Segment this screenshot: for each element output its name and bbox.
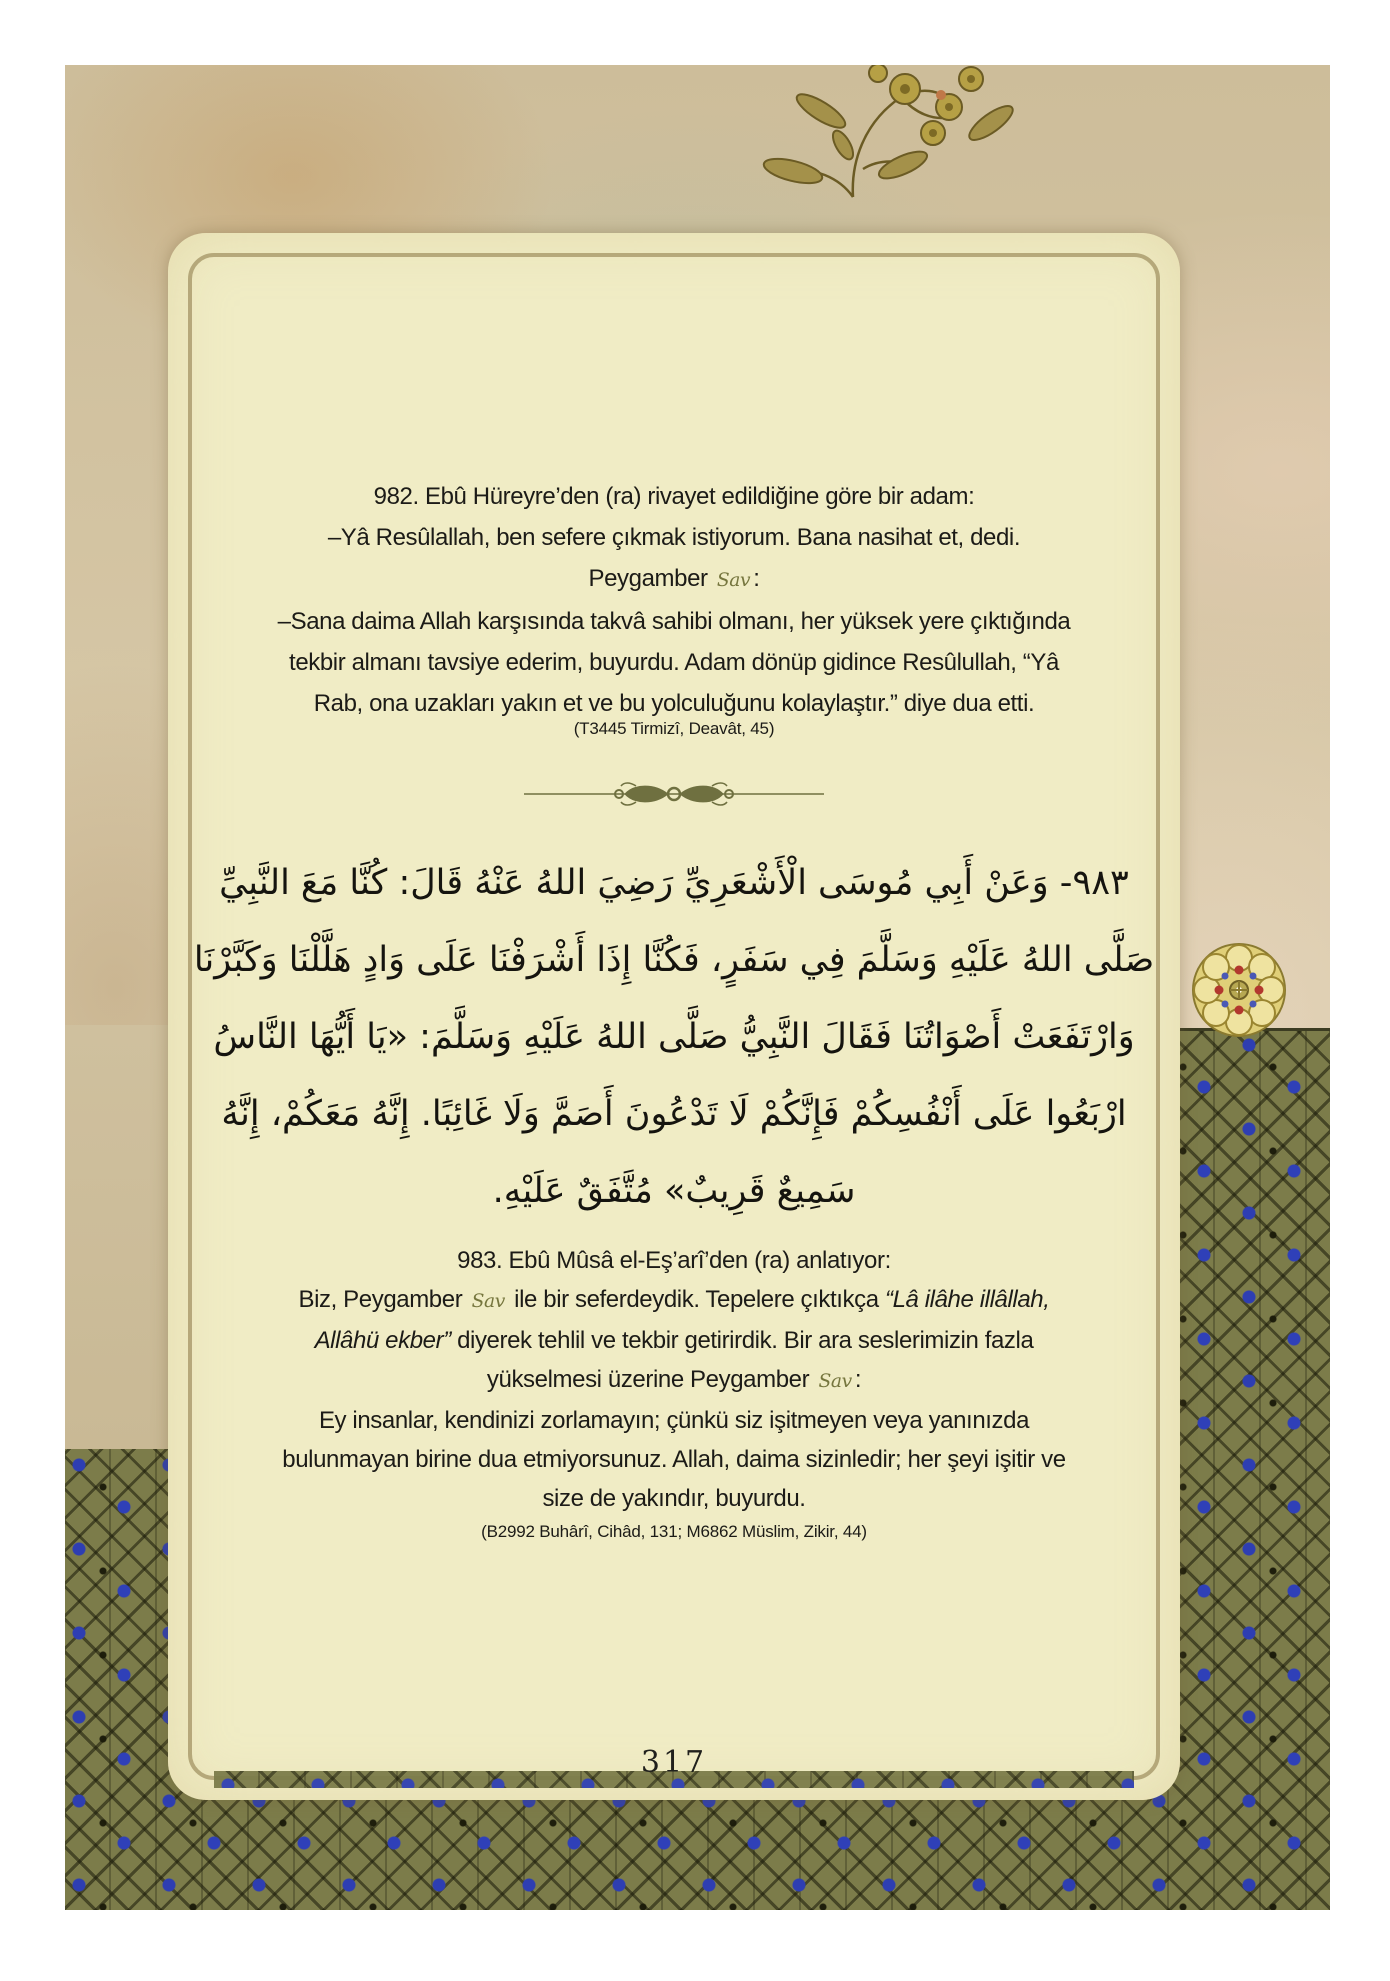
floral-spray-icon: [693, 65, 1033, 199]
parchment-background: [65, 65, 1330, 1910]
arabic-line: ٩٨٣- وَعَنْ أَبِي مُوسَى الْأَشْعَرِيِّ رَضِيَ اللهُ عَنْهُ قَالَ: كُنَّا مَعَ النَّبِيِّ: [219, 863, 1129, 903]
hadith-983-arabic: [184, 845, 1164, 1230]
hadith-982-line: –Yâ Resûlallah, ben sefere çıkmak istiyorum. Bana nasihat et, dedi.: [327, 524, 1021, 551]
sav-symbol-icon: Sav: [471, 1291, 505, 1312]
text-segment: yükselmesi üzerine Peygamber: [486, 1366, 816, 1393]
italic-segment: “Lâ ilâhe illâllah,: [884, 1286, 1050, 1313]
arabic-line: وَارْتَفَعَتْ أَصْوَاتُنَا فَقَالَ النَّبِيُّ صَلَّى اللهُ عَلَيْهِ وَسَلَّمَ: «يَا أَيُّهَا النَّاسُ: [213, 1017, 1135, 1057]
page-number: 317: [640, 1745, 708, 1780]
text-segment: :: [854, 1366, 862, 1393]
citation-982: (T3445 Tirmizî, Deavât, 45): [573, 719, 775, 738]
text-segment: Peygamber: [588, 565, 714, 592]
hadith-982-turkish: [182, 476, 1166, 724]
hadith-983-line: bulunmayan birine dua etmiyorsunuz. Allah, daima sizinledir; her şeyi işitir ve: [282, 1446, 1066, 1473]
text-segment: diyerek tehlil ve tekbir getirirdik. Bir ara seslerimizin fazla: [450, 1327, 1034, 1354]
hadith-983-line: [182, 1360, 1166, 1401]
hadith-982-line: –Sana daima Allah karşısında takvâ sahibi olmanı, her yüksek yere çıktığında: [277, 608, 1071, 635]
hadith-983-line: size de yakındır, buyurdu.: [542, 1485, 806, 1512]
citation-983: (B2992 Buhârî, Cihâd, 131; M6862 Müslim, Zikir, 44): [481, 1522, 867, 1541]
italic-segment: Allâhü ekber”: [314, 1327, 451, 1354]
text-segment: ile bir seferdeydik. Tepelere çıktıkça: [507, 1286, 885, 1313]
hadith-983-line: 983. Ebû Mûsâ el-Eş’arî’den (ra) anlatıyor:: [457, 1247, 891, 1274]
gold-rosette-icon: [1189, 940, 1289, 1040]
text-segment: :: [753, 565, 760, 592]
hadith-983-line: [182, 1280, 1166, 1321]
arabic-line: ارْبَعُوا عَلَى أَنْفُسِكُمْ فَإِنَّكُمْ لَا تَدْعُونَ أَصَمَّ وَلَا غَائِبًا. إِنَّهُ مَعَكُمْ، إِنَّهُ: [221, 1094, 1127, 1134]
hadith-983-line: Ey insanlar, kendinizi zorlamayın; çünkü siz işitmeyen veya yanınızda: [318, 1407, 1030, 1434]
hadith-982-line: tekbir almanı tavsiye ederim, buyurdu. Adam dönüp gidince Resûlullah, “Yâ: [289, 649, 1059, 676]
hadith-982-line: 982. Ebû Hüreyre’den (ra) rivayet edildiğine göre bir adam:: [373, 483, 975, 510]
text-segment: Biz, Peygamber: [298, 1286, 469, 1313]
arabic-line: سَمِيعٌ قَرِيبٌ» مُتَّفَقٌ عَلَيْهِ.: [492, 1171, 856, 1211]
text-panel: [168, 233, 1180, 1800]
hadith-983-turkish: [182, 1241, 1166, 1518]
sav-symbol-icon: Sav: [818, 1371, 852, 1392]
parchment-patch: [65, 1025, 171, 1449]
arabic-line: صَلَّى اللهُ عَلَيْهِ وَسَلَّمَ فِي سَفَرٍ، فَكُنَّا إِذَا أَشْرَفْنَا عَلَى وَادٍ هَلَّلْنَا وَكَبَّرْنَا: [193, 940, 1155, 980]
hadith-982-line: Rab, ona uzakları yakın et ve bu yolculuğunu kolaylaştır.” diye dua etti.: [313, 690, 1035, 717]
section-divider-icon: [524, 778, 824, 810]
sav-symbol-icon: Sav: [716, 570, 751, 591]
hadith-982-line: [182, 558, 1166, 601]
hadith-983-line: [182, 1321, 1166, 1360]
